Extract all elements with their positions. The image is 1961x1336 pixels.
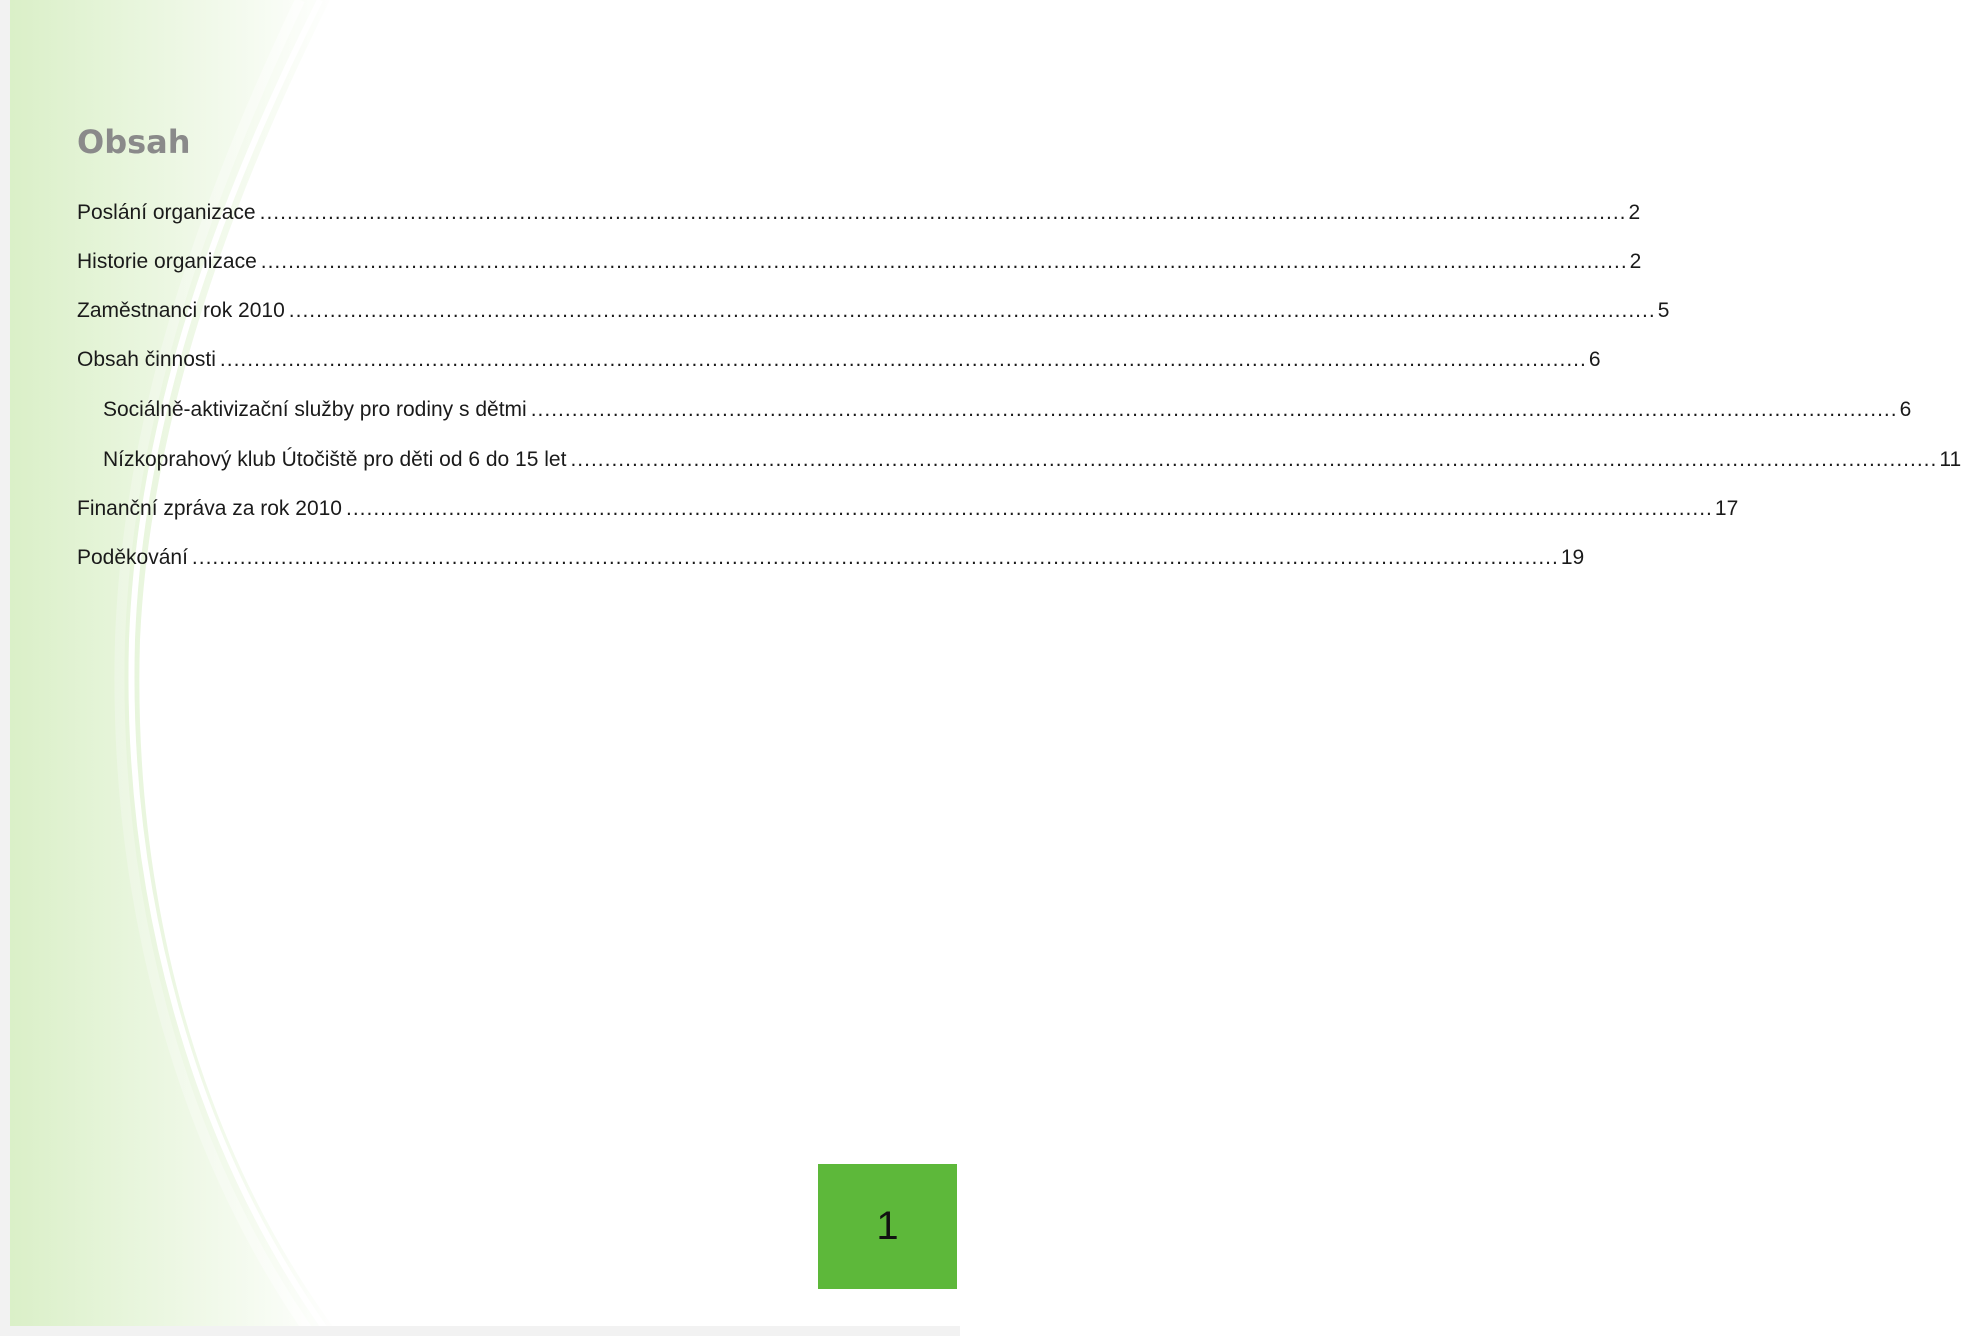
toc-page-number: 11 [1939,448,1961,471]
toc-entry-nizkoprahovy-klub[interactable] [103,435,1961,484]
toc-entry-financni-zprava[interactable] [77,484,1739,533]
toc-entry-historie-organizace[interactable] [77,237,1642,286]
toc-page-number: 6 [1588,348,1601,371]
toc-entry-text: Finanční zpráva za rok 2010 [77,497,342,520]
page-number-box [818,1164,957,1289]
toc-entry-text: Nízkoprahový klub Útočiště pro děti od 6 do 15 let [103,448,567,471]
toc-page-number: 2 [1629,250,1642,273]
toc-entry-text: Zaměstnanci rok 2010 [77,299,285,322]
toc-entry-socialne-aktivizacni[interactable] [103,385,1912,434]
toc-dot-leader: ........................................................................................................................................................................................................ [530,398,1898,421]
toc-dot-leader: ........................................................................................................................................................................................................ [260,250,1628,273]
toc-dot-leader: ........................................................................................................................................................................................................ [259,201,1627,224]
toc-entry-text: Sociálně-aktivizační služby pro rodiny s dětmi [103,398,527,421]
toc-page-number: 19 [1560,546,1585,569]
toc-entry-text: Poděkování [77,546,188,569]
toc-dot-leader: ........................................................................................................................................................................................................ [288,299,1656,322]
toc-dot-leader: ........................................................................................................................................................................................................ [219,348,1587,371]
toc-dot-leader: ........................................................................................................................................................................................................ [191,546,1559,569]
toc-entry-podekovani[interactable] [77,533,1585,582]
toc-page-number: 5 [1657,299,1670,322]
toc-entry-text: Poslání organizace [77,201,256,224]
toc-dot-leader: ........................................................................................................................................................................................................ [570,448,1938,471]
toc-entry-text: Obsah činnosti [77,348,216,371]
toc-page-number: 6 [1899,398,1912,421]
toc-entry-obsah-cinnosti[interactable] [77,335,1601,384]
toc-page-number: 17 [1714,497,1739,520]
toc-page-number: 2 [1628,201,1641,224]
toc-entry-poslani-organizace[interactable] [77,188,1641,237]
toc-entry-zamestnanci[interactable] [77,286,1670,335]
toc-dot-leader: ........................................................................................................................................................................................................ [345,497,1713,520]
toc-heading: Obsah [77,123,191,161]
page-number: 1 [876,1204,899,1248]
toc-entry-text: Historie organizace [77,250,257,273]
